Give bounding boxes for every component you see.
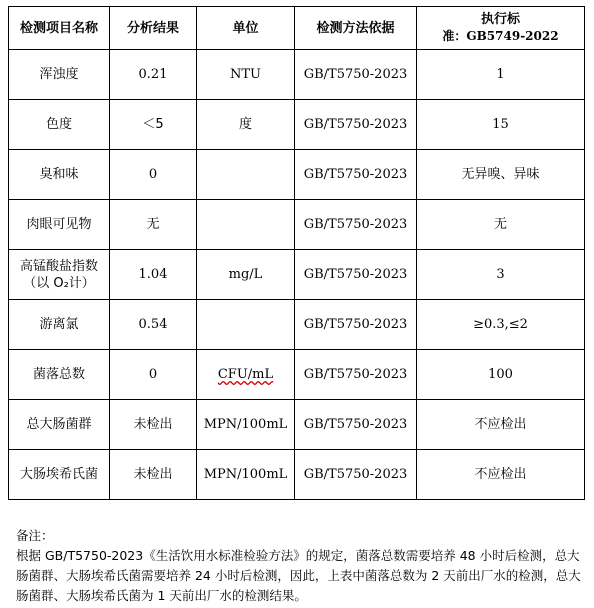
table-row <box>9 450 585 500</box>
table-row <box>9 100 585 150</box>
cell-method: GB/T5750-2023 <box>295 200 417 250</box>
cell-method: GB/T5750-2023 <box>295 50 417 100</box>
cell-unit: mg/L <box>197 250 295 300</box>
cell-standard: 无 <box>417 200 585 250</box>
table-row <box>9 200 585 250</box>
cell-standard: 无异嗅、异味 <box>417 150 585 200</box>
cell-result: 0.21 <box>110 50 197 100</box>
cell-item: 总大肠菌群 <box>9 400 110 450</box>
cell-method: GB/T5750-2023 <box>295 350 417 400</box>
notes-title: 备注： <box>16 528 54 543</box>
cell-result: 未检出 <box>110 400 197 450</box>
cell-result: 0 <box>110 350 197 400</box>
cell-item: 浑浊度 <box>9 50 110 100</box>
cell-unit: NTU <box>197 50 295 100</box>
cell-method: GB/T5750-2023 <box>295 400 417 450</box>
notes-section <box>16 526 582 606</box>
cell-result: 0.54 <box>110 300 197 350</box>
header-standard-line1: 执行标 <box>480 12 520 27</box>
header-standard-line2: 准：GB5749-2022 <box>442 29 559 43</box>
cell-result: 无 <box>110 200 197 250</box>
cell-unit-text: CFU/mL <box>217 367 274 382</box>
table-row <box>9 400 585 450</box>
cell-item-line2: （以 O₂计） <box>23 275 95 291</box>
cell-unit <box>197 200 295 250</box>
water-quality-table <box>8 6 585 500</box>
table-row <box>9 50 585 100</box>
cell-method: GB/T5750-2023 <box>295 150 417 200</box>
table-row <box>9 150 585 200</box>
notes-body: 根据 GB/T5750-2023《生活饮用水标准检验方法》的规定，菌落总数需要培养 48 小时后检测，总大肠菌群、大肠埃希氏菌需要培养 24 小时后检测，因此，上表中菌落总数为 2 天前出厂水的检测，总大肠菌群、大肠埃希氏菌为 1 天前出厂水的检测结果。 <box>16 548 581 603</box>
header-result: 分析结果 <box>110 7 197 50</box>
cell-method: GB/T5750-2023 <box>295 250 417 300</box>
cell-standard: 15 <box>417 100 585 150</box>
cell-unit <box>197 300 295 350</box>
cell-item <box>9 250 110 300</box>
cell-standard: 3 <box>417 250 585 300</box>
cell-standard: 不应检出 <box>417 450 585 500</box>
cell-standard: ≥0.3,≤2 <box>417 300 585 350</box>
cell-item: 色度 <box>9 100 110 150</box>
cell-item: 游离氯 <box>9 300 110 350</box>
header-unit: 单位 <box>197 7 295 50</box>
cell-unit: 度 <box>197 100 295 150</box>
header-standard <box>417 7 585 50</box>
cell-unit: MPN/100mL <box>197 450 295 500</box>
cell-result: 未检出 <box>110 450 197 500</box>
cell-result: 1.04 <box>110 250 197 300</box>
header-item: 检测项目名称 <box>9 7 110 50</box>
cell-unit: MPN/100mL <box>197 400 295 450</box>
cell-result: ＜5 <box>110 100 197 150</box>
cell-method: GB/T5750-2023 <box>295 450 417 500</box>
cell-standard: 100 <box>417 350 585 400</box>
cell-standard: 1 <box>417 50 585 100</box>
cell-item: 菌落总数 <box>9 350 110 400</box>
cell-item-line1: 高锰酸盐指数 <box>19 258 98 274</box>
table-row <box>9 300 585 350</box>
header-method: 检测方法依据 <box>295 7 417 50</box>
cell-item: 大肠埃希氏菌 <box>9 450 110 500</box>
table-row <box>9 250 585 300</box>
table-row <box>9 350 585 400</box>
cell-unit <box>197 150 295 200</box>
cell-item: 肉眼可见物 <box>9 200 110 250</box>
cell-item: 臭和味 <box>9 150 110 200</box>
cell-method: GB/T5750-2023 <box>295 300 417 350</box>
table-header-row <box>9 7 585 50</box>
cell-standard: 不应检出 <box>417 400 585 450</box>
cell-method: GB/T5750-2023 <box>295 100 417 150</box>
cell-result: 0 <box>110 150 197 200</box>
cell-unit <box>197 350 295 400</box>
